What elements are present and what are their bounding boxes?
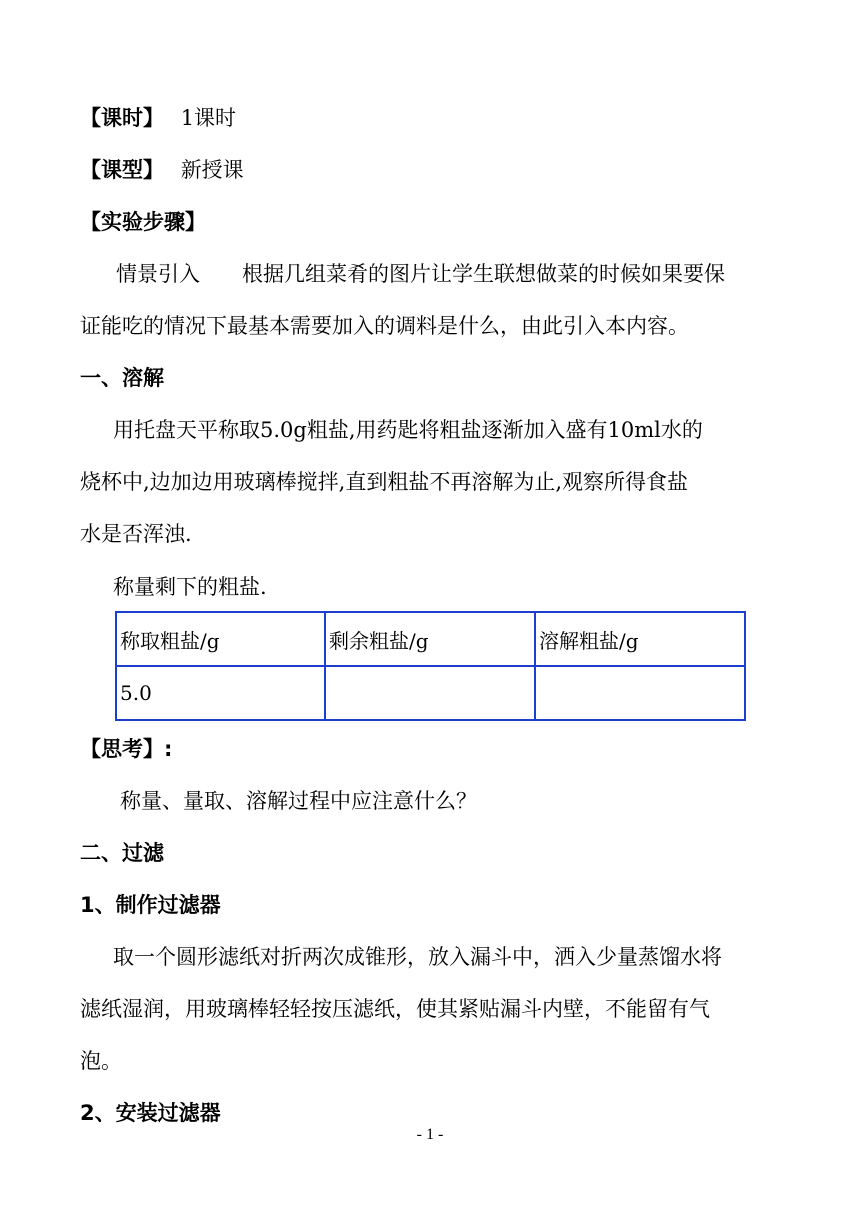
- table-header-cell: 称取粗盐/g: [116, 612, 325, 666]
- type-value: 新授课: [180, 158, 244, 182]
- table-cell: 5.0: [116, 666, 325, 720]
- period-row: [80, 103, 236, 133]
- intro-line-2: 证能吃的情况下最基本需要加入的调料是什么，由此引入本内容。: [80, 314, 689, 338]
- table-cell: [535, 666, 745, 720]
- think-question: 称量、量取、溶解过程中应注意什么？: [120, 789, 477, 813]
- page-number: - 1 -: [416, 1126, 444, 1143]
- filter-para-line-1: 取一个圆形滤纸对折两次成锥形，放入漏斗中，洒入少量蒸馏水将: [113, 945, 722, 969]
- period-value: 1课时: [180, 106, 237, 130]
- think-heading: 【思考】:: [80, 737, 173, 761]
- steps-heading: 【实验步骤】: [80, 210, 206, 234]
- section-dissolve-title: 一、溶解: [80, 366, 164, 390]
- dissolve-para-line-3: 水是否浑浊.: [80, 522, 192, 546]
- table-cell: [325, 666, 535, 720]
- table-header-row: [116, 612, 745, 666]
- table-row: [116, 666, 745, 720]
- filter-sub-heading-1: 1、制作过滤器: [80, 893, 221, 917]
- period-label: 【课时】: [80, 106, 164, 130]
- type-row: [80, 155, 244, 185]
- dissolve-para-line-2: 烧杯中,边加边用玻璃棒搅拌,直到粗盐不再溶解为止,观察所得食盐: [80, 470, 689, 494]
- filter-para-line-2: 滤纸湿润，用玻璃棒轻轻按压滤纸，使其紧贴漏斗内壁，不能留有气: [80, 997, 710, 1021]
- intro-line-1: 情景引入 根据几组菜肴的图片让学生联想做菜的时候如果要保: [116, 262, 725, 286]
- salt-weight-table: [115, 611, 746, 721]
- table-header-cell: 剩余粗盐/g: [325, 612, 535, 666]
- dissolve-para-line-1: 用托盘天平称取5.0g粗盐,用药匙将粗盐逐渐加入盛有10ml水的: [113, 418, 703, 442]
- filter-sub-heading-2: 2、安装过滤器: [80, 1101, 221, 1125]
- section-filter-title: 二、过滤: [80, 841, 164, 865]
- type-label: 【课型】: [80, 158, 164, 182]
- filter-para-line-3: 泡。: [80, 1049, 122, 1073]
- table-header-cell: 溶解粗盐/g: [535, 612, 745, 666]
- weigh-remaining-line: 称量剩下的粗盐.: [113, 575, 267, 599]
